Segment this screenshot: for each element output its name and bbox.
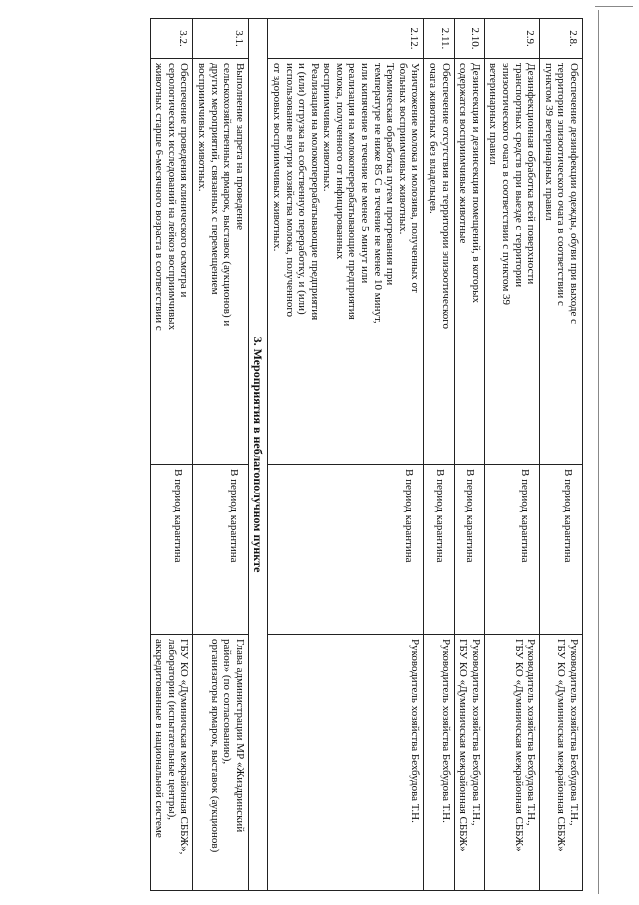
table-row	[268, 19, 424, 891]
responsible-line: Руководитель хозяйства Бехбудова Т.Н.	[439, 639, 452, 823]
measure-line: содержатся восприимчивые животные	[457, 63, 470, 244]
responsible-cell	[454, 635, 484, 891]
measure-line: Реализация на молокоперерабатывающие предприятия	[308, 63, 321, 321]
row-number: 2.11.	[424, 19, 454, 59]
measure-line: Обеспечение проведения клинического осмотра и	[178, 63, 191, 298]
responsible-cell	[150, 635, 193, 891]
responsible-line: район» (по согласованию),	[221, 639, 234, 765]
table-row	[150, 19, 193, 891]
row-number: 3.1.	[193, 19, 248, 59]
section-title: 3. Мероприятия в неблагополучном пункте	[248, 19, 268, 891]
responsible-cell	[193, 635, 248, 891]
table-row	[454, 19, 484, 891]
responsible-line: Руководитель хозяйства Бехбудова Т.Н.,	[525, 639, 538, 826]
period-cell: В период карантина	[150, 465, 193, 635]
responsible-cell	[484, 635, 539, 891]
measure-line: температуре не ниже 85 С в течение не менее 10 минут,	[371, 63, 384, 324]
measure-line: Термическая обработка путем прогревания при	[384, 63, 397, 286]
measure-line: и (или) отгрузка на собственную переработку, и (или)	[296, 63, 309, 315]
period-cell: В период карантина	[540, 465, 583, 635]
rows-before-section	[268, 19, 583, 891]
measure-text	[454, 59, 484, 465]
responsible-line: аккредитованные в национальной системе	[153, 639, 166, 838]
row-number: 2.12.	[268, 19, 424, 59]
table-row	[193, 19, 248, 891]
measure-line: или кипячение в течение не менее 5 минут или	[359, 63, 372, 284]
table-row	[484, 19, 539, 891]
period-cell: В период карантина	[268, 465, 424, 635]
measure-line: молока, полученного от инфицированных	[333, 63, 346, 260]
measure-line: от здоровых восприимчивых животных.	[270, 63, 283, 252]
measure-line: пунктом 39 ветеринарных правил	[542, 63, 555, 221]
section-header	[248, 19, 268, 891]
measure-line: Выполнение запрета на проведение	[233, 63, 246, 230]
row-number: 3.2.	[150, 19, 193, 59]
measure-line: восприимчивых животных.	[195, 63, 208, 192]
measure-line: Обеспечение отсутствия на территории эпизоотического	[439, 63, 452, 330]
responsible-line: ГБУ КО «Думиничская межрайонная СББЖ»,	[178, 639, 191, 855]
measure-line: территории эпизоотического очага в соответствии с	[555, 63, 568, 306]
measures-table	[150, 18, 583, 891]
measure-line: Обеспечение дезинфекции одежды, обуви при выходе с	[568, 63, 580, 324]
responsible-cell	[424, 635, 454, 891]
measure-text	[150, 59, 193, 465]
measure-line: сельскохозяйственных ярмарок, выставок (аукционов) и	[221, 63, 234, 327]
responsible-line: Глава администрации МР «Жиздринский	[233, 639, 246, 833]
measure-line: серологических исследований на лейкоз восприимчивых	[165, 63, 178, 331]
measure-line: Дезинсекция и дезинсекция помещений, в которых	[469, 63, 482, 303]
measure-line: очага животных без владельцев.	[427, 63, 440, 214]
period-cell: В период карантина	[424, 465, 454, 635]
responsible-line: Руководитель хозяйства Бехбудова Т.Н.,	[469, 639, 482, 826]
page-edge-line-top	[598, 10, 599, 894]
responsible-line: ГБУ КО «Думиничская межрайонная СББЖ»	[457, 639, 470, 852]
responsible-cell	[268, 635, 424, 891]
row-number: 2.8.	[540, 19, 583, 59]
section-row	[248, 19, 268, 891]
measure-line: Дезинфекционная обработка всей поверхности	[525, 63, 538, 285]
measure-line: других мероприятий, связанных с перемещением	[208, 63, 221, 295]
measure-text	[540, 59, 583, 465]
measure-line: Уничтожение молока и молозива, полученных от	[409, 63, 422, 293]
period-cell: В период карантина	[193, 465, 248, 635]
responsible-line: Руководитель хозяйства Бехбудова Т.Н.	[409, 639, 422, 823]
responsible-line: лаборатории (испытательные центры),	[165, 639, 178, 821]
period-cell: В период карантина	[484, 465, 539, 635]
table-row	[424, 19, 454, 891]
page-edge-line-left	[595, 6, 633, 7]
measure-line: эпизоотического очага в соответствии с пунктом 39	[500, 63, 513, 306]
measure-text	[268, 59, 424, 465]
measure-text	[484, 59, 539, 465]
measure-line: животных старше 6-месячного возраста в соответствии с	[153, 63, 166, 331]
responsible-line: Руководитель хозяйства Бехбудова Т.Н.,	[568, 639, 580, 826]
row-number: 2.9.	[484, 19, 539, 59]
responsible-line: ГБУ КО «Думиничская межрайонная СББЖ»	[512, 639, 525, 852]
measure-line: восприимчивых животных.	[321, 63, 334, 192]
measure-line: ветеринарных правил	[487, 63, 500, 165]
measure-line: транспортных средств при выезде с территории	[512, 63, 525, 288]
measure-text	[193, 59, 248, 465]
measure-line: реализация на молокоперерабатывающие предприятия	[346, 63, 359, 320]
measure-line: использование внутри хозяйства молока, полученного	[283, 63, 296, 318]
responsible-cell	[540, 635, 583, 891]
responsible-line: организаторы ярмарок, выставок (аукционов)	[208, 639, 221, 853]
measure-text	[424, 59, 454, 465]
responsible-line: ГБУ КО «Думиничская межрайонная СББЖ»	[555, 639, 568, 852]
measure-line: больных восприимчивых животных.	[396, 63, 409, 235]
period-cell: В период карантина	[454, 465, 484, 635]
row-number: 2.10.	[454, 19, 484, 59]
rows-after-section	[150, 19, 248, 891]
table-row	[540, 19, 583, 891]
